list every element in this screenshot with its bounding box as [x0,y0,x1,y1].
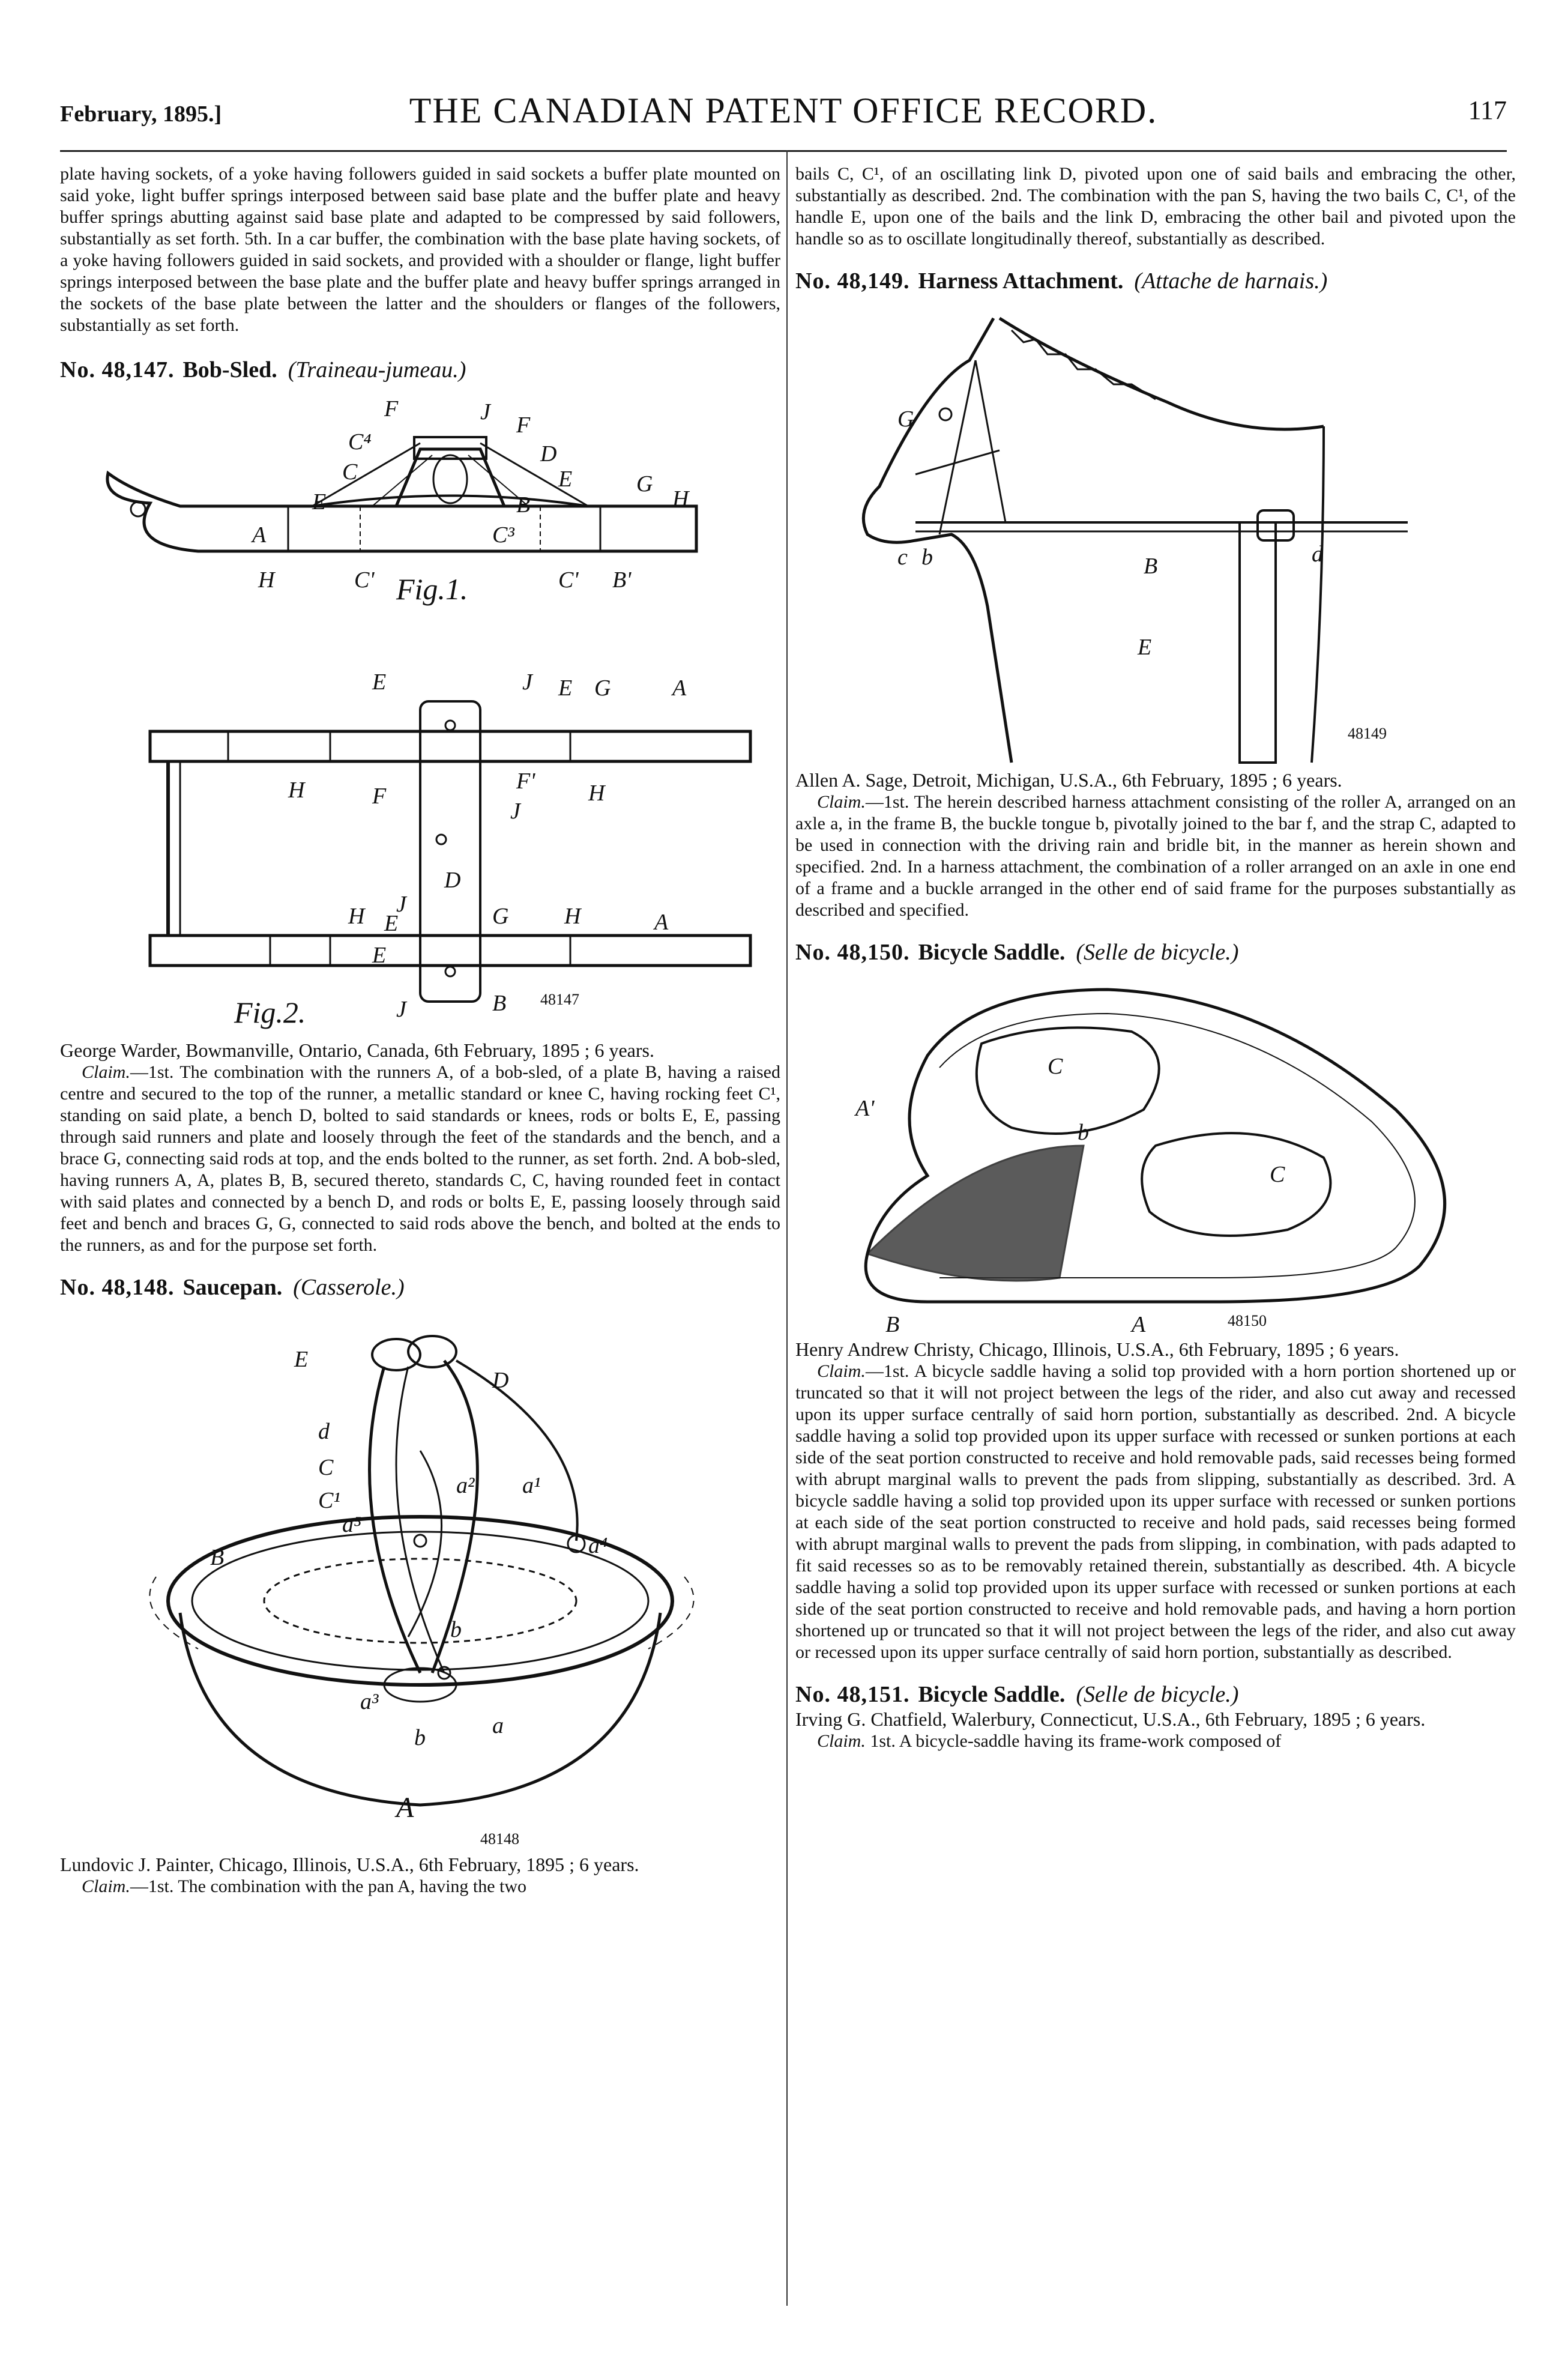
claim-text: —1st. A bicycle saddle having a solid top provided with a horn portion shortened up or truncated so that it will not project between the legs of the rider, and also cut away and recessed upon its upper surface centrally of said horn portion, substantially as described. 2nd. A bicycle saddle having a solid top provided upon its upper surface with recessed or sunken portions at each side of the seat portion constructed to receive and hold removable pads, said recesses being formed with abrupt marginal walls to prevent the pads from slipping, substantially as described. 3rd. A bicycle saddle having a solid top provided upon its upper surface with recessed or sunken portions at each side of the seat portion constructed to receive and hold pads, said recesses being formed with abrupt marginal walls to prevent the pads from slipping, in combination, with pads adapted to fit said recesses so as to be removably retained therein, substantially as described. 4th. A bicycle saddle having a solid top provided upon its upper surface with recessed or sunken portions at each side of the seat portion constructed to receive and hold removable pads, and having a horn portion shortened up or truncated so that it will not project between the legs of the rider, and also cut away or recessed upon its upper surface centrally of said horn portion, substantially as described. [795,1361,1516,1662]
entry-number: No. 48,148. [60,1275,175,1300]
inventor-48150: Henry Andrew Christy, Chicago, Illinois, U.S.A., 6th February, 1895 ; 6 years. [795,1338,1399,1360]
entry-heading-48151 [795,1681,1516,1708]
claim-label: Claim. [817,1731,866,1751]
harness-ref-label: G [897,407,914,432]
fig2-ref-label: E [558,676,573,701]
entry-name: Bicycle Saddle. [918,1682,1066,1707]
claim-text: —1st. The herein described harness attachment consisting of the roller A, arranged on an axle a, in the frame B, the buckle tongue b, pivotally joined to the bar f, and the strap C, adapted to be used in connection with the driving rain and bridle bit, in the manner as herein shown and specified. 2nd. In a harness attachment, the combination of a roller arranged on an axle in one end of a frame and a buckle arranged in the other end of said frame for the purposes substantially as described and specified. [795,792,1516,920]
claim-label: Claim. [817,1361,866,1381]
saucepan-ref-label: a [492,1713,504,1738]
entry-french-name: (Selle de bicycle.) [1076,1682,1239,1707]
claim-text: 1st. A bicycle-saddle having its frame-work composed of [865,1731,1282,1751]
left-column [60,163,780,1897]
entry-number: No. 48,149. [795,268,910,294]
saddle-ref-label: C [1048,1054,1063,1079]
saucepan-ref-label: b [414,1725,426,1750]
claim-48148 [60,1876,780,1897]
fig2-ref-label: A [654,910,669,935]
saucepan-ref-label: a⁵ [342,1512,362,1537]
fig1-ref-label: J [480,399,490,425]
saddle-ref-label: b [1078,1120,1089,1145]
fig2-ref-label: J [522,670,532,695]
fig2-ref-label: H [564,904,581,929]
fig1-label: Fig.1. [396,572,468,606]
saucepan-ref-label: a³ [360,1689,379,1714]
harness-attachment-figure [795,294,1516,769]
fig2-ref-label: G [492,904,509,929]
saucepan-ref-label: b [450,1617,462,1642]
claim-label: Claim. [82,1876,130,1896]
header-title: THE CANADIAN PATENT OFFICE RECORD. [409,91,1158,130]
entry-french-name: (Traineau-jumeau.) [288,357,466,382]
fig1-ref-label: A [252,522,267,548]
fig2-ref-label: E [372,670,387,695]
fig2-ref-label: H [288,778,305,803]
entry-heading-48148 [60,1274,780,1301]
fig1-ref-label: C⁴ [348,429,372,455]
fig2-ref-label: D [444,868,461,893]
saucepan-ref-label: E [294,1347,309,1372]
header-rule [60,150,1507,152]
claim-label: Claim. [82,1062,130,1082]
claim-text: —1st. The combination with the runners A, of a bob-sled, of a plate B, having a raised centre and secured to the top of the runner, a metallic standard or knee C, having rocking feet C¹, standing on said plate, a bench D, bolted to said standards or knees, rods or bolts E, E, passing through said runners and plate and loosely through the feet of the standards and the bench, and a brace G, connecting said rods at top, and the ends bolted to the runner, as set forth. 2nd. A bob-sled, having runners A, A, plates B, B, secured thereto, standards C, C, having rounded feet in contact with said plates and connected by a bench D, and rods or bolts E, E, passing loosely through said feet and bench and braces G, G, connected to said rods above the bench, and bolted at the ends to the runners, as and for the purpose set forth. [60,1062,780,1255]
fig2-ref-label: H [588,781,605,806]
right-column [795,163,1516,1752]
saucepan-ref-label: D [492,1368,509,1393]
fig2-ref-label: F [372,784,387,809]
saucepan-ref-label: C¹ [318,1488,340,1513]
inventor-48147: George Warder, Bowmanville, Ontario, Canada, 6th February, 1895 ; 6 years. [60,1039,654,1061]
bob-sled-figure-2 [60,659,780,1032]
header-date: February, 1895.] [60,101,222,127]
fig1-ref-label: E [558,467,573,492]
fig1-ref-label: C³ [492,522,514,548]
entry-heading-48147 [60,357,780,383]
fig1-ref-label: F [516,413,531,438]
fig2-ref-label: J [396,892,406,917]
saddle-ref-label: A [1132,1312,1146,1337]
figure-number: 48150 [1228,1312,1267,1329]
fig2-ref-label: F' [516,769,535,794]
entry-number: No. 48,151. [795,1682,910,1707]
saucepan-ref-label: C [318,1455,334,1480]
saucepan-ref-label: A [396,1792,414,1824]
entry-french-name: (Casserole.) [293,1275,405,1300]
saddle-ref-label: B [885,1312,900,1337]
entry-name: Bob-Sled. [182,357,277,382]
entry-name: Harness Attachment. [918,268,1124,294]
saucepan-ref-label: B [210,1545,225,1570]
harness-ref-label: d [1312,542,1323,567]
saucepan-figure [60,1301,780,1853]
continued-claim-text: plate having sockets, of a yoke having followers guided in said sockets a buffer plate mounted on said yoke, light buffer springs interposed between said base plate and the buffer plate and heavy buffer springs abutting against said base plate and adapted to be compressed by said followers, substantially as set forth. 5th. In a car buffer, the combination with the base plate having sockets, of a yoke having followers guided in said sockets, and provided with a shoulder or flange, light buffer springs interposed between the base plate and the buffer plate and heavy buffer springs arranged in the sockets of the base plate between the latter and the shoulders or flanges of the followers, substantially as set forth. [60,164,780,335]
harness-ref-label: b [921,545,933,570]
fig1-ref-label: C' [558,567,579,593]
fig2-ref-label: J [510,799,520,824]
claim-48147 [60,1062,780,1256]
entry-name: Bicycle Saddle. [918,940,1066,965]
bob-sled-figure-1 [60,383,780,659]
saucepan-ref-label: a¹ [522,1473,541,1498]
entry-number: No. 48,147. [60,357,175,382]
continued-claim-48148: bails C, C¹, of an oscillating link D, pivoted upon one of said bails and embracing the other, substantially as described. 2nd. The combination with the pan S, having the two bails C, C¹, of the handle E, upon one of the bails and the link D, embracing the other bail and pivoted upon the handle so as to oscillate longitudinally thereof, substantially as described. [795,164,1516,249]
fig1-ref-label: B [516,492,531,518]
claim-48151 [795,1731,1516,1752]
fig1-ref-label: C [342,459,358,485]
fig1-ref-label: C' [354,567,375,593]
bicycle-saddle-figure [795,966,1516,1338]
fig1-ref-label: B' [612,567,632,593]
page-header [60,90,1507,138]
entry-number: No. 48,150. [795,940,910,965]
fig1-ref-label: G [636,471,653,497]
fig2-ref-label: G [594,676,611,701]
claim-48150 [795,1361,1516,1663]
entry-french-name: (Attache de harnais.) [1134,268,1328,294]
fig2-ref-label: E [372,943,387,968]
entry-french-name: (Selle de bicycle.) [1076,940,1239,965]
harness-ref-label: B [1144,554,1158,579]
fig2-ref-label: E [384,911,399,936]
figure-number: 48147 [540,991,579,1008]
entry-name: Saucepan. [182,1275,283,1300]
inventor-48148: Lundovic J. Painter, Chicago, Illinois, U.S.A., 6th February, 1895 ; 6 years. [60,1854,639,1875]
fig2-ref-label: A [672,676,687,701]
fig1-ref-label: E [312,489,327,515]
figure-number: 48148 [480,1830,519,1848]
harness-ref-label: E [1138,635,1152,660]
page-number: 117 [1468,95,1507,125]
fig2-label: Fig.2. [234,996,306,1029]
fig1-ref-label: H [672,486,689,512]
claim-text: —1st. The combination with the pan A, having the two [130,1876,527,1896]
harness-ref-label: c [897,545,908,570]
fig2-ref-label: J [396,997,406,1022]
saddle-ref-label: C [1270,1162,1285,1187]
column-divider [786,150,788,2306]
entry-heading-48149 [795,268,1516,294]
saucepan-ref-label: a² [456,1473,475,1498]
inventor-48151: Irving G. Chatfield, Walerbury, Connecticut, U.S.A., 6th February, 1895 ; 6 years. [795,1708,1426,1730]
fig1-ref-label: D [540,441,557,467]
saddle-ref-label: A' [855,1096,875,1121]
saucepan-ref-label: a⁴ [588,1533,608,1558]
saucepan-ref-label: d [318,1419,330,1444]
claim-label: Claim. [817,792,866,812]
fig2-ref-label: B [492,991,507,1016]
fig2-ref-label: H [348,904,365,929]
claim-48149 [795,791,1516,921]
fig1-ref-label: F [384,396,399,422]
inventor-48149: Allen A. Sage, Detroit, Michigan, U.S.A., 6th February, 1895 ; 6 years. [795,769,1342,791]
entry-heading-48150 [795,939,1516,966]
fig1-ref-label: H [258,567,275,593]
figure-number: 48149 [1348,725,1387,742]
